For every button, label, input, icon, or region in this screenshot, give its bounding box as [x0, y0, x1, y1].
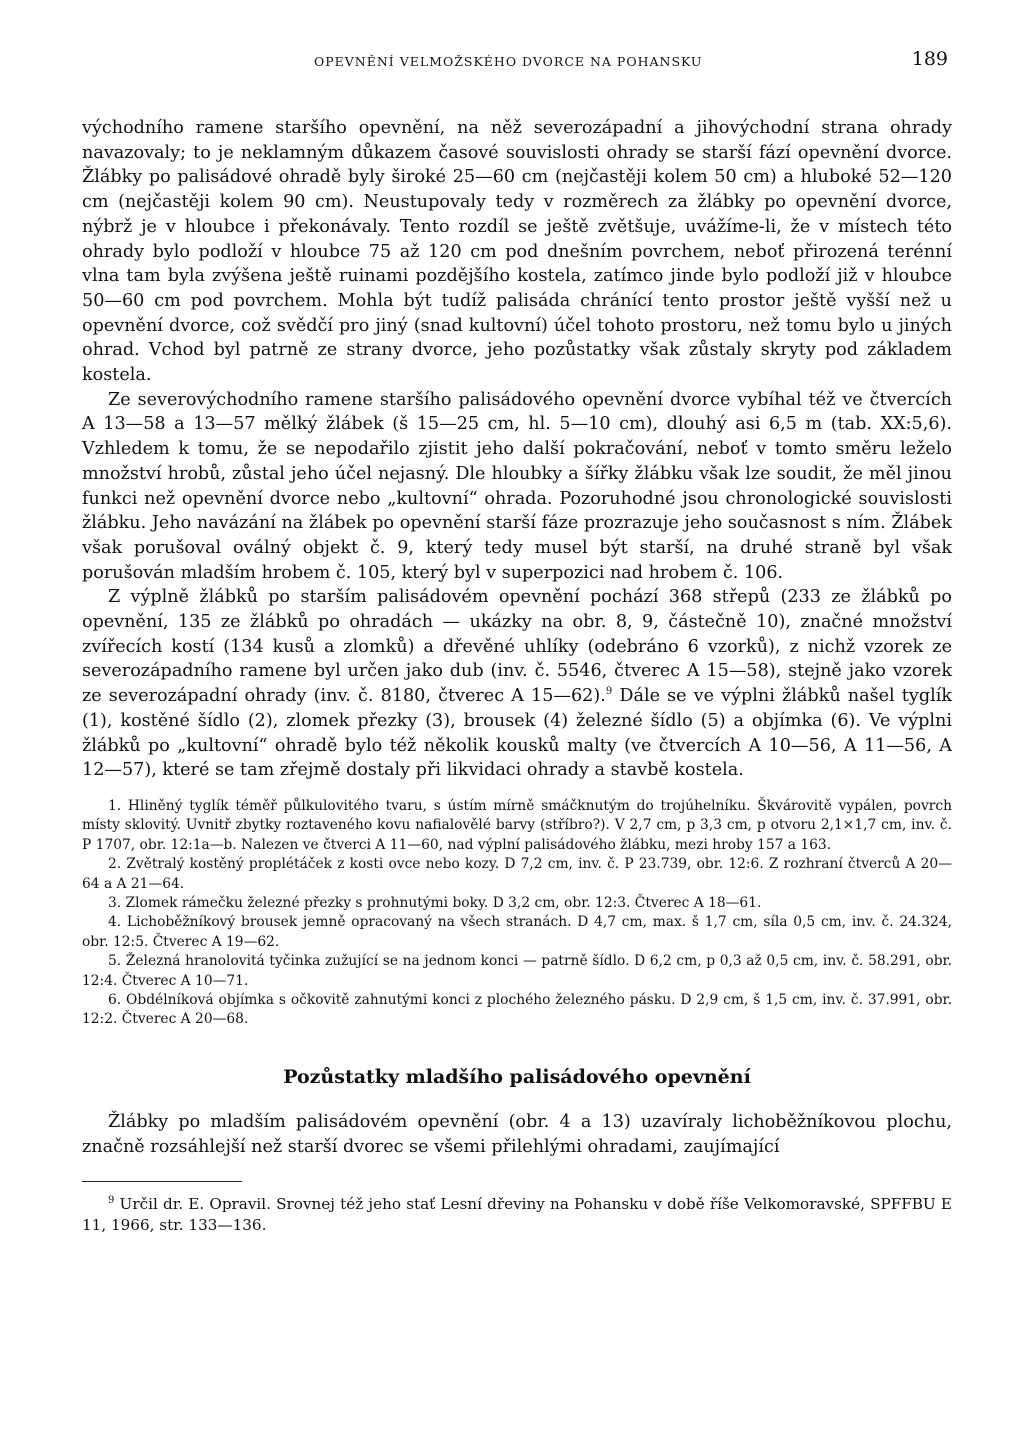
paragraph-finds-part2: Dále se ve výplni žlábků našel tyglík (1), kostěné šídlo (2), zlomek přezky (3), brousek (4) železné šídlo (5) a objímka (6). Ve výplni žlábků po „kultovní“ ohradě bylo též několik kousků malty (ve čtvercích A 10—56, A 11—56, A 12—57), které se tam zřejmě dostaly při likvidaci ohrady a stavbě kostela.	[82, 686, 952, 781]
footnote	[82, 1194, 952, 1235]
footnote-divider	[82, 1181, 242, 1182]
page-number: 189	[911, 48, 948, 70]
caption-item: 2. Zvětralý kostěný proplétáček z kosti ovce nebo kozy. D 7,2 cm, inv. č. P 23.739, obr. 12:6. Z rozhraní čtverců A 20—64 a A 21—64.	[82, 856, 952, 892]
section-first-paragraph: Žlábky po mladším palisádovém opevnění (obr. 4 a 13) uzavíraly lichoběžníkovou plochu, značně rozsáhlejší než starší dvorec se všemi přilehlými ohradami, zaujímající	[82, 1111, 952, 1157]
page-header	[82, 48, 952, 78]
caption-item: 4. Lichoběžníkový brousek jemně opracovaný na všech stranách. D 4,7 cm, max. š 1,7 cm, síla 0,5 cm, inv. č. 24.324, obr. 12:5. Čtverec A 19—62.	[82, 914, 952, 950]
paragraph-trench: Ze severovýchodního ramene staršího palisádového opevnění dvorce vybíhal též ve čtvercích A 13—58 a 13—57 mělký žlábek (š 15—25 cm, hl. 5—10 cm), dlouhý asi 6,5 m (tab. XX:5,6). Vzhledem k tomu, že se nepodařilo zjistit jeho další pokračování, neboť v tomto směru leželo množství hrobů, zůstal jeho účel nejasný. Dle hloubky a šířky žlábku však lze soudit, že měl jinou funkci než opevnění dvorce nebo „kultovní“ ohrada. Pozoruhodné jsou chronologické souvislosti žlábku. Jeho navázání na žlábek po opevnění starší fáze prozrazuje jeho současnost s ním. Žlábek však porušoval oválný objekt č. 9, který tedy musel být starší, na druhé straně byl však porušován mladším hrobem č. 105, který byl v superpozici nad hrobem č. 106.	[82, 389, 952, 583]
caption-item: 1. Hliněný tyglík téměř půlkulovitého tvaru, s ústím mírně smáčknutým do trojúhelníku. Škvárovitě vypálen, povrch místy sklovitý. Uvnitř zbytky roztaveného kovu nafialovělé barvy (stříbro?). V 2,7 cm, p 3,3 cm, p otvoru 2,1×1,7 cm, inv. č. P 1707, obr. 12:1a—b. Nalezen ve čtverci A 11—60, nad výplní palisádového žlábku, mezi hroby 157 a 163.	[82, 797, 952, 853]
paragraph-finds-part1: Z výplně žlábků po starším palisádovém opevnění pochází 368 střepů (233 ze žlábků po opevnění, 135 ze žlábků po ohradách — ukázky na obr. 8, 9, částečně 10), značné množství zvířecích kostí (134 kusů a zlomků) a dřevěné uhlíky (odebráno 6 vzorků), z nichž vzorek ze severozápadního ramene byl určen jako dub (inv. č. 5546, čtverec A 15—58), stejně jako vzorek ze severozápadní ohrady (inv. č. 8180, čtverec A 15—62).	[82, 587, 952, 707]
journal-page	[82, 48, 952, 1235]
footnote-reference: 9	[605, 686, 613, 698]
body-text	[82, 116, 952, 783]
caption-item: 6. Obdélníková objímka s očkovitě zahnutými konci z plochého železného pásku. D 2,9 cm, š 1,5 cm, inv. č. 37.991, obr. 12:2. Čtverec A 20—68.	[82, 992, 952, 1028]
section-heading: Pozůstatky mladšího palisádového opevnění	[283, 1065, 751, 1088]
caption-item: 5. Železná hranolovitá tyčinka zužující se na jednom konci — patrně šídlo. D 6,2 cm, p 0,3 až 0,5 cm, inv. č. 58.291, obr. 12:4. Čtverec A 10—71.	[82, 953, 952, 989]
paragraph-finds	[82, 585, 952, 783]
caption-item: 3. Zlomek rámečku železné přezky s prohnutými boky. D 3,2 cm, obr. 12:3. Čtverec A 18—61.	[108, 895, 762, 912]
footnote-text: Určil dr. E. Opravil. Srovnej též jeho stať Lesní dřeviny na Pohansku v době říše Velkomoravské, SPFFBU E 11, 1966, str. 133—136.	[82, 1195, 952, 1234]
find-captions	[82, 797, 952, 1030]
paragraph-continued: východního ramene staršího opevnění, na něž severozápadní a jihovýchodní strana ohrady navazovaly; to je neklamným důkazem časové souvislosti ohrady se starší fází opevnění dvorce. Žlábky po palisádové ohradě byly široké 25—60 cm (nejčastěji kolem 50 cm) a hluboké 52—120 cm (nejčastěji kolem 90 cm). Neustupovaly tedy v rozměrech za žlábky po opevnění dvorce, nýbrž je v hloubce i překonávaly. Tento rozdíl se ještě zvětšuje, uvážíme-li, že v místech této ohrady bylo podloží v hloubce 75 až 120 cm pod dnešním povrchem, neboť přirozená terénní vlna tam byla zvýšena ještě ruinami pozdějšího kostela, zatímco jinde bylo podloží již v hloubce 50—60 cm pod povrchem. Mohla být tudíž palisáda chránící tento prostor ještě vyšší než u opevnění dvorce, což svědčí pro jiný (snad kultovní) účel tohoto prostoru, než tomu bylo u jiných ohrad. Vchod byl patrně ze strany dvorce, jeho pozůstatky však zůstaly skryty pod základem kostela.	[82, 118, 952, 386]
running-head: OPEVNĚNÍ VELMOŽSKÉHO DVORCE NA POHANSKU	[314, 54, 703, 69]
footnote-marker: 9	[108, 1195, 115, 1207]
